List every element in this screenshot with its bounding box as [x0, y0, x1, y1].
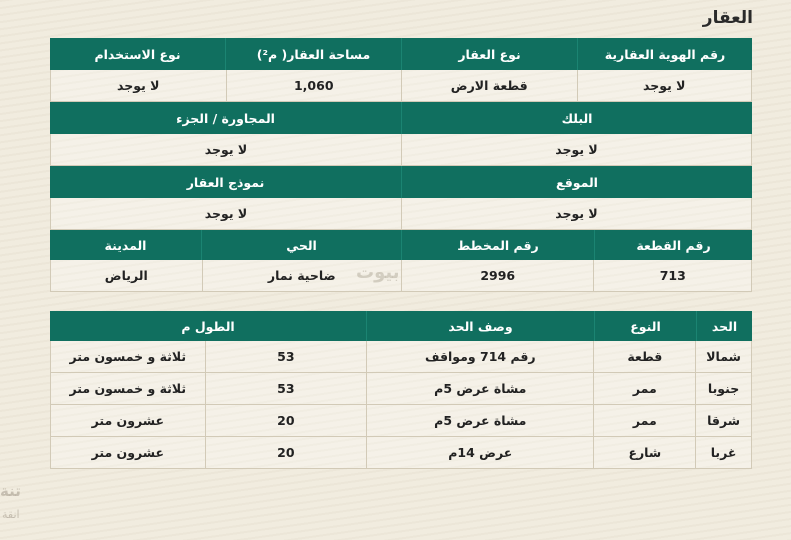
- boundary-type: قطعة: [593, 341, 695, 372]
- property-values-row-3: [50, 198, 752, 230]
- value-plan-number: 2996: [401, 260, 593, 291]
- value-usage-type: لا يوجد: [51, 70, 226, 101]
- header-boundary-description: وصف الحد: [366, 311, 594, 341]
- value-property-type: قطعة الارض: [401, 70, 577, 101]
- header-property-type: نوع العقار: [401, 38, 577, 70]
- value-city: الرياض: [51, 260, 202, 291]
- boundary-description: مشاة عرض 5م: [366, 373, 593, 404]
- edge-text-cutoff: تنة: [0, 482, 21, 500]
- boundary-length: 20: [205, 405, 367, 436]
- boundary-direction: شمالا: [695, 341, 751, 372]
- boundary-length-text: عشرون متر: [51, 405, 205, 436]
- header-real-estate-id: رقم الهوية العقارية: [577, 38, 752, 70]
- boundary-length-text: عشرون متر: [51, 437, 205, 468]
- header-boundary: الحد: [696, 311, 752, 341]
- header-usage-type: نوع الاستخدام: [94, 46, 181, 62]
- value-district: ضاحية نمار: [202, 260, 401, 291]
- watermark-logo: بيوت: [356, 262, 400, 283]
- header-plan-number: رقم المخطط: [401, 230, 594, 260]
- boundary-description: رقم 714 ومواقف: [366, 341, 593, 372]
- table-row: [50, 437, 752, 469]
- boundary-type: شارع: [593, 437, 695, 468]
- boundary-description: مشاة عرض 5م: [366, 405, 593, 436]
- header-city: المدينة: [104, 237, 147, 253]
- value-block: لا يوجد: [401, 134, 751, 165]
- value-property-model: لا يوجد: [51, 198, 401, 229]
- boundary-length-text: ثلاثة و خمسون متر: [51, 373, 205, 404]
- boundary-direction: غربا: [695, 437, 751, 468]
- boundary-length-text: ثلاثة و خمسون متر: [51, 341, 205, 372]
- boundaries-header-row: [50, 311, 752, 341]
- section-title: العقار: [702, 8, 753, 28]
- property-header-row-4: [50, 230, 752, 260]
- property-values-row-4: [50, 260, 752, 292]
- property-header-row-3: [50, 166, 752, 198]
- value-plot-number: 713: [593, 260, 751, 291]
- boundary-length: 20: [205, 437, 367, 468]
- header-district: الحي: [201, 230, 401, 260]
- header-location: الموقع: [401, 166, 752, 198]
- table-row: [50, 405, 752, 437]
- header-plot-number: رقم القطعة: [594, 230, 752, 260]
- header-property-area: مساحة العقار( م²): [225, 38, 401, 70]
- boundary-type: ممر: [593, 373, 695, 404]
- table-row: [50, 341, 752, 373]
- edge-text-cutoff-small: انقة: [2, 508, 20, 521]
- header-property-model: نموذج العقار: [186, 174, 265, 190]
- value-neighborhood-part: لا يوجد: [51, 134, 401, 165]
- boundary-description: عرض 14م: [366, 437, 593, 468]
- property-values-row-1: [50, 70, 752, 102]
- boundary-length: 53: [205, 341, 367, 372]
- boundary-direction: جنوبا: [695, 373, 751, 404]
- property-values-row-2: [50, 134, 752, 166]
- header-length: الطول م: [181, 318, 235, 334]
- property-header-row-1: [50, 38, 752, 70]
- header-block: البلك: [401, 102, 752, 134]
- boundary-length: 53: [205, 373, 367, 404]
- property-header-row-2: [50, 102, 752, 134]
- boundary-direction: شرقا: [695, 405, 751, 436]
- boundary-type: ممر: [593, 405, 695, 436]
- value-real-estate-id: لا يوجد: [577, 70, 752, 101]
- table-row: [50, 373, 752, 405]
- value-property-area: 1,060: [226, 70, 402, 101]
- header-type: النوع: [594, 311, 696, 341]
- header-neighborhood-part: المجاورة / الجزء: [176, 110, 275, 126]
- value-location: لا يوجد: [401, 198, 751, 229]
